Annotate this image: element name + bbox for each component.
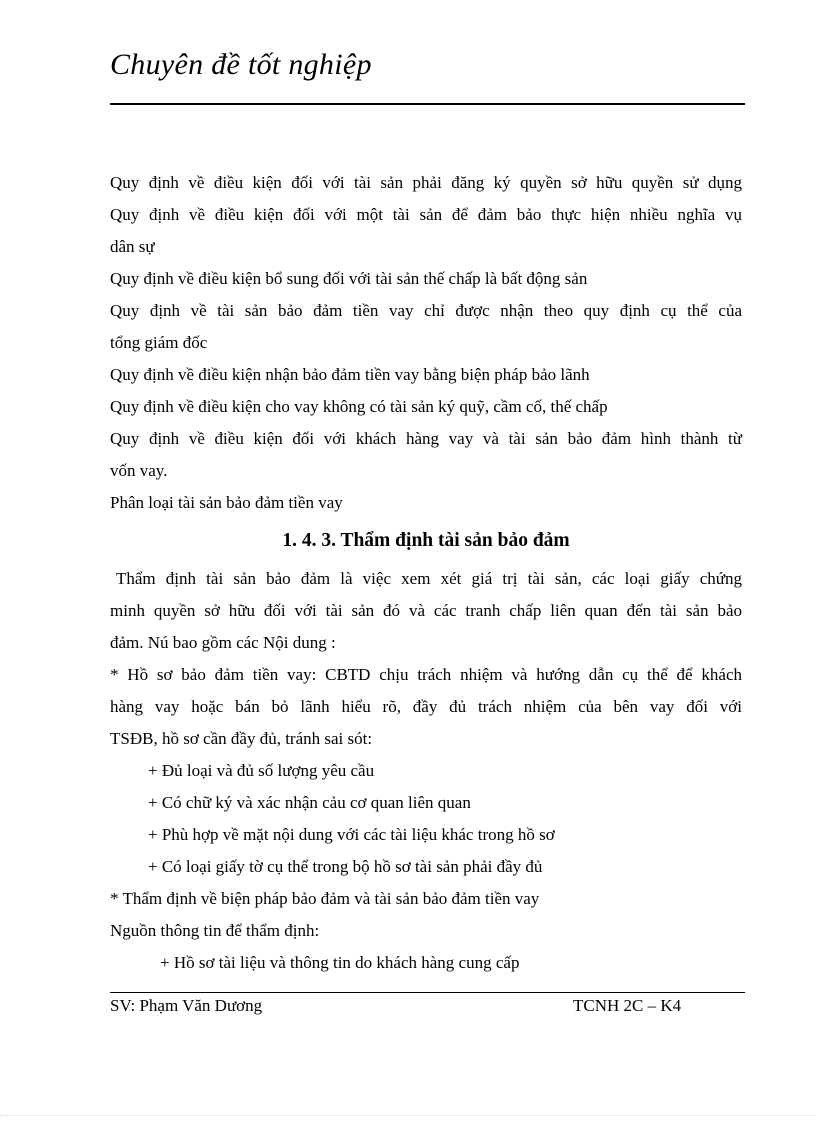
- bullet-line: + Phù hợp về mặt nội dung với các tài liệu khác trong hồ sơ: [148, 825, 555, 844]
- text-line: tổng giám đốc: [110, 333, 208, 352]
- page-header-title: Chuyên đề tốt nghiệp: [110, 48, 372, 81]
- text-line: TSĐB, hồ sơ cần đầy đủ, tránh sai sót:: [110, 729, 373, 748]
- page-boundary: [0, 1115, 816, 1116]
- text-line: hàng vay hoặc bán bỏ lãnh hiểu rõ, đầy đủ trách nhiệm của bên vay đối với: [110, 697, 742, 716]
- text-line: đảm. Nú bao gồm các Nội dung :: [110, 633, 336, 652]
- footer-class-code: TCNH 2C – K4: [573, 996, 682, 1015]
- text-line: Nguồn thông tin để thẩm định:: [110, 921, 320, 940]
- bullet-line: + Có loại giấy tờ cụ thể trong bộ hồ sơ tài sản phải đầy đủ: [148, 857, 543, 876]
- document-body: [110, 167, 742, 979]
- text-line: Quy định về điều kiện cho vay không có tài sản ký quỹ, cầm cố, thế chấp: [110, 397, 608, 416]
- header-divider: [110, 103, 745, 105]
- text-line: vốn vay.: [110, 461, 168, 480]
- footer-divider: [110, 992, 745, 993]
- text-line: Phân loại tài sản bảo đảm tiền vay: [110, 493, 343, 512]
- bullet-line: + Hồ sơ tài liệu và thông tin do khách hàng cung cấp: [160, 953, 520, 972]
- text-line: Thẩm định tài sản bảo đảm là việc xem xét giá trị tài sản, các loại giấy chứng: [116, 569, 742, 588]
- text-line: minh quyền sở hữu đối với tài sản đó và các tranh chấp liên quan đến tài sản bảo: [110, 601, 742, 620]
- text-line: Quy định về điều kiện bổ sung đối với tài sản thế chấp là bất động sản: [110, 269, 588, 288]
- text-line: Quy định về điều kiện nhận bảo đảm tiền vay bằng biện pháp bảo lãnh: [110, 365, 590, 384]
- bullet-line: + Có chữ ký và xác nhận cảu cơ quan liên quan: [148, 793, 471, 812]
- bullet-line: + Đủ loại và đủ số lượng yêu cầu: [148, 761, 375, 780]
- text-line: Quy định về điều kiện đối với một tài sản để đảm bảo thực hiện nhiều nghĩa vụ: [110, 205, 742, 224]
- text-line: Quy định về điều kiện đối với khách hàng vay và tài sản bảo đảm hình thành từ: [110, 429, 742, 448]
- text-line: dân sự: [110, 237, 155, 256]
- text-line: * Thẩm định về biện pháp bảo đảm và tài sản bảo đảm tiền vay: [110, 889, 540, 908]
- footer-student-name: SV: Phạm Văn Dương: [110, 996, 263, 1015]
- section-heading: 1. 4. 3. Thẩm định tài sản bảo đảm: [282, 530, 570, 551]
- text-line: Quy định về tài sản bảo đảm tiền vay chỉ được nhận theo quy định cụ thể của: [110, 301, 742, 320]
- text-line: Quy định về điều kiện đối với tài sản phải đăng ký quyền sở hữu quyền sử dụng: [110, 173, 742, 192]
- text-line: * Hồ sơ bảo đảm tiền vay: CBTD chịu trách nhiệm và hướng dẫn cụ thể để khách: [110, 665, 742, 684]
